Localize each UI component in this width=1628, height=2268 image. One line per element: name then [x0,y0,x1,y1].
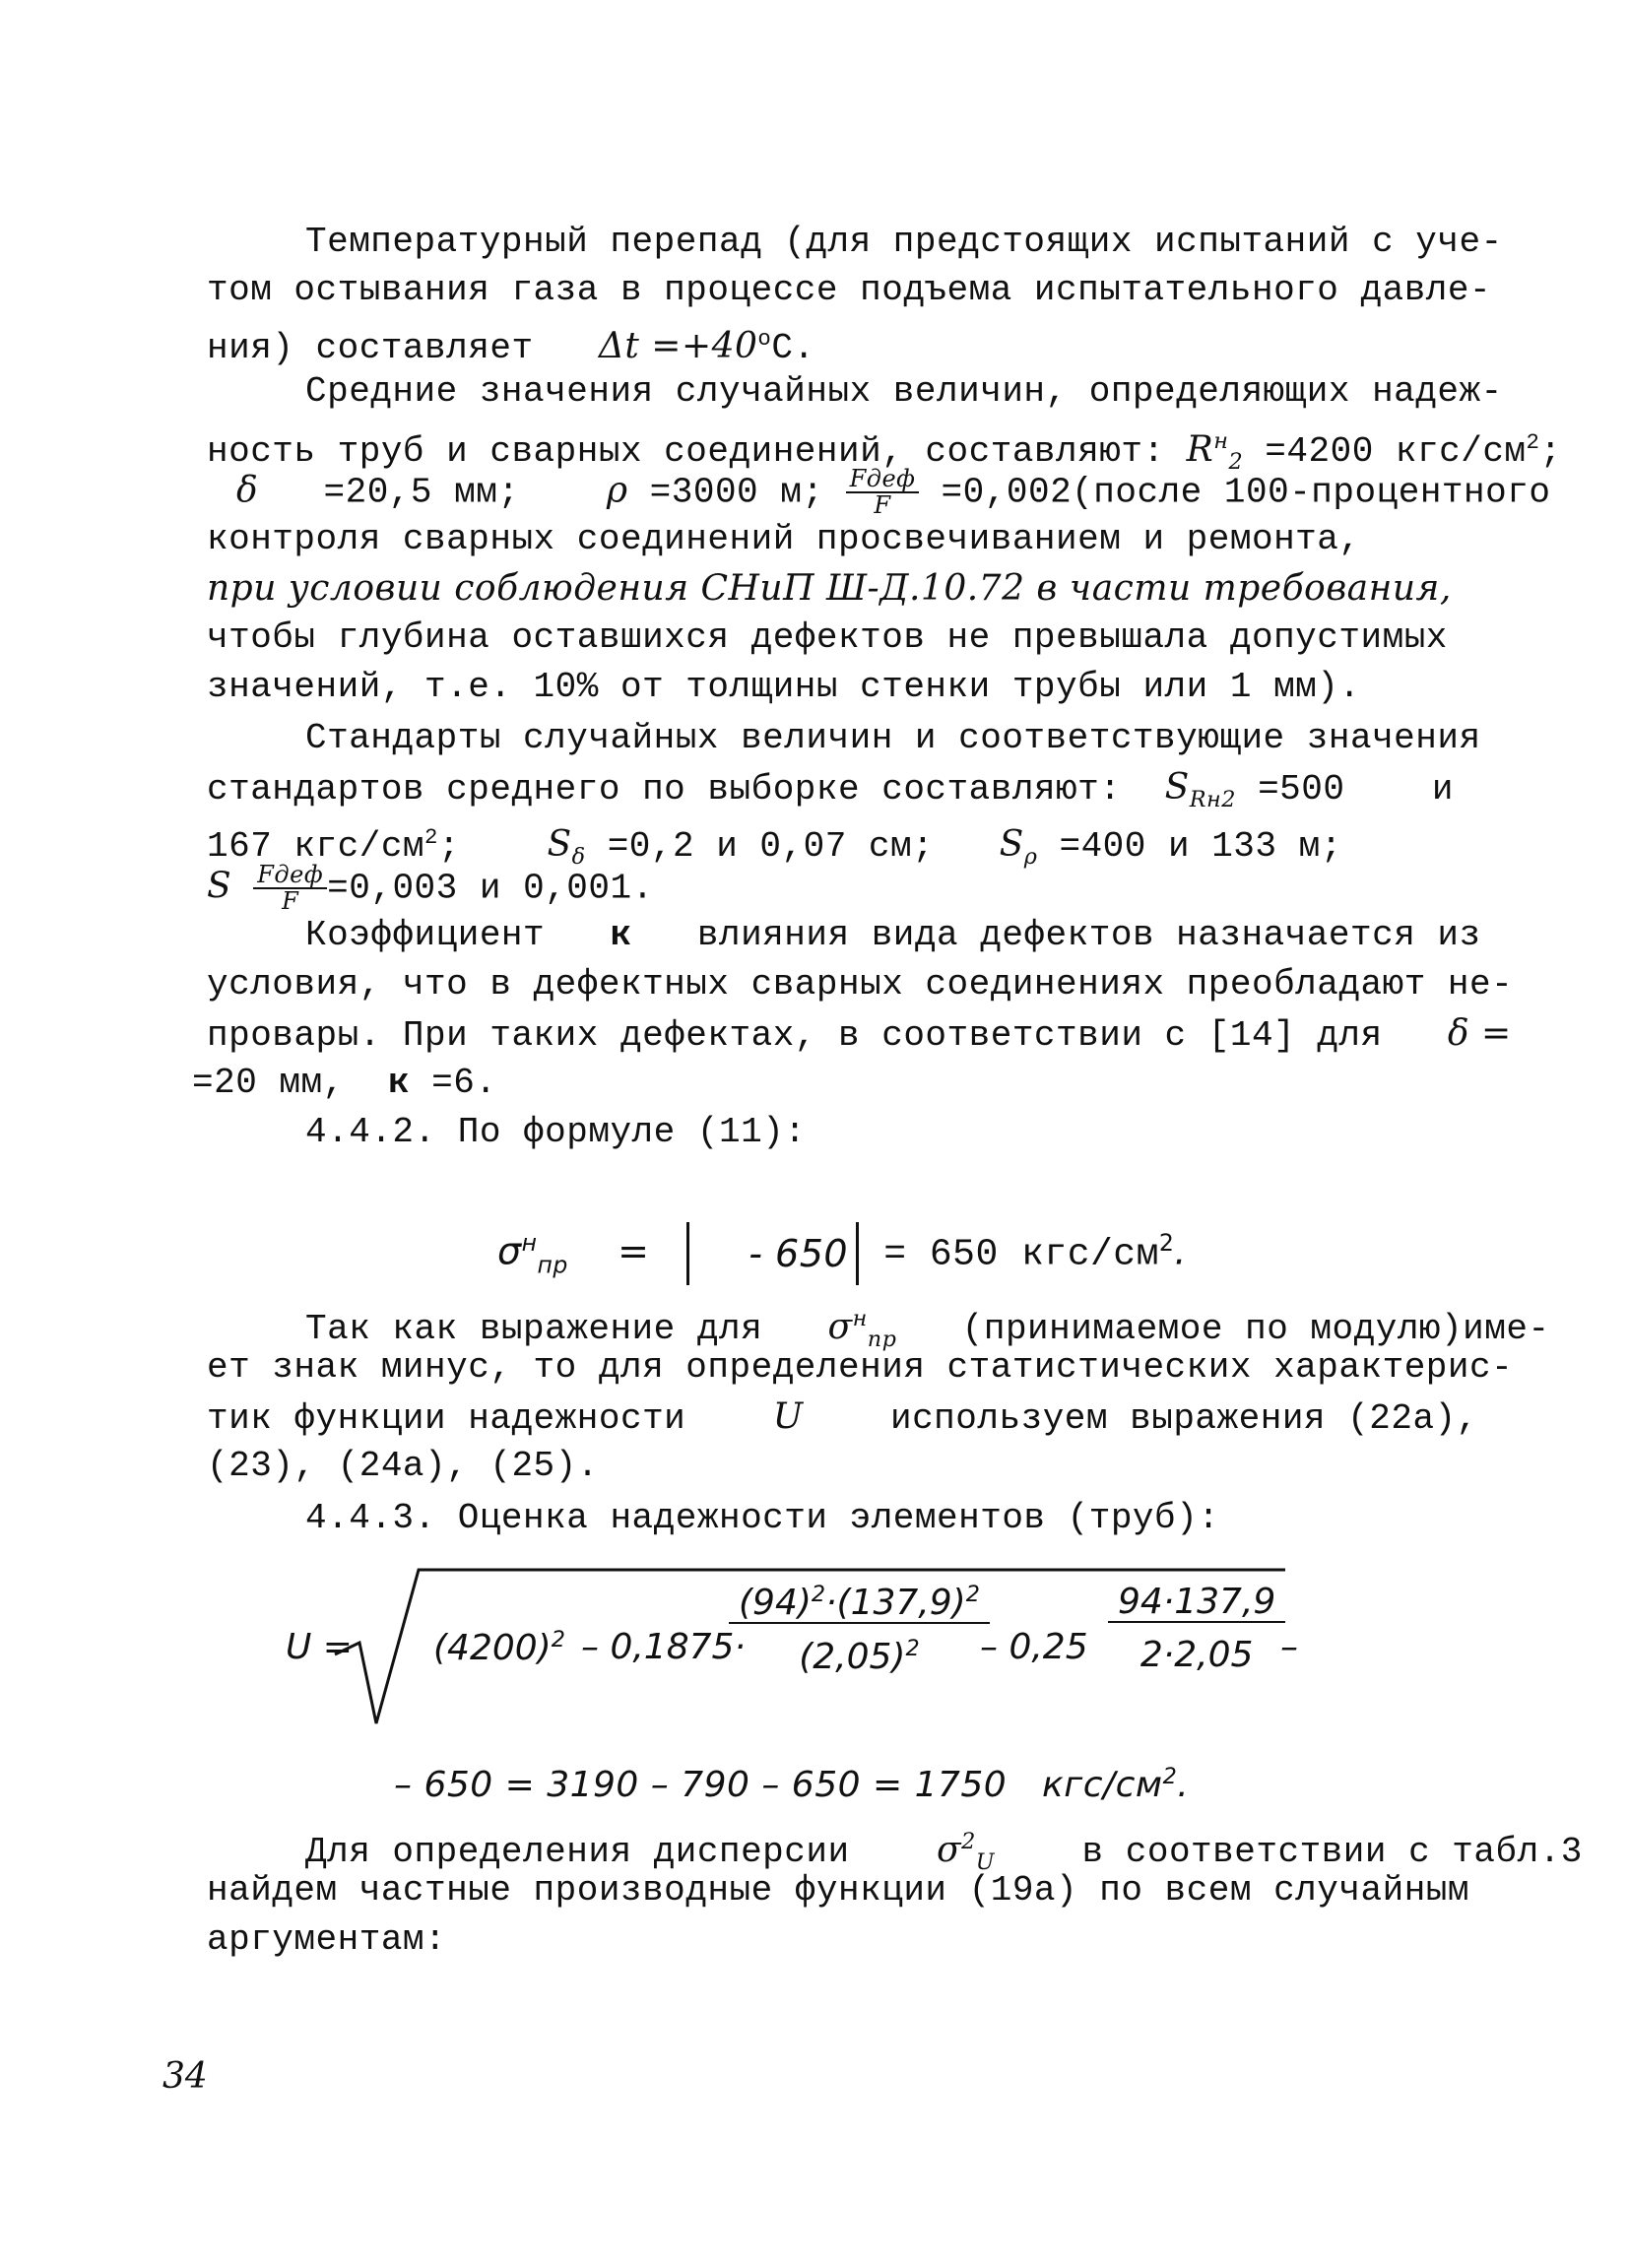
s-rho-value: =400 и 133 м; [1059,826,1342,867]
f2-term-2: – 0,1875· [581,1627,746,1667]
fdef-value: =0,002(после 100-процентного [941,472,1551,513]
p6-text-b: (принимаемое по модулю)име- [961,1309,1550,1349]
formula-sigma-np [497,1213,1187,1294]
f1-rhs-end: . [1174,1229,1187,1273]
p3-line-4 [207,863,654,914]
p1-line-2: том остывания газа в процессе подъема испытательного давле- [207,270,1492,310]
fdef-denominator: F [874,491,891,520]
section-4-4-2-heading: 4.4.2. По формуле (11): [305,1112,807,1152]
p4-text-a: Коэффициент [305,915,546,955]
page-number: 34 [163,2056,208,2097]
p2-text: ность труб и сварных соединений, составляют: [207,431,1165,472]
p4-delta-value: =20 мм, [192,1063,345,1103]
f2-unit: кгс/см [1042,1765,1163,1805]
p3-and: и [1431,769,1455,810]
p2-line-7: значений, т.е. 10% от толщины стенки трубы или 1 мм). [207,667,1361,707]
s-r-sub: Rн2 [1189,787,1236,813]
f2-term-3: – 0,25 [980,1627,1088,1667]
degree-mark: o [757,326,772,352]
delta-t-formula: Δt =+40 [598,326,758,366]
f1-lhs: σ [497,1229,522,1273]
formula-result-line [394,1753,1189,1809]
s-r-end: ; [437,826,461,867]
r2-end: ; [1539,431,1562,472]
f2-fraction-1-den [729,1624,990,1676]
delta-symbol: δ [236,470,259,511]
s-r-symbol: S [1164,767,1190,808]
s-rho-sub: ρ [1023,844,1038,871]
f2-unit-sup: 2 [1162,1764,1178,1789]
f2-den-a-sup: 2 [905,1635,920,1661]
p1-line-1: Температурный перепад (для предстоящих испытаний с уче- [305,222,1503,262]
p6-line-4: (23), (24а), (25). [207,1446,599,1486]
p3-line-1: Стандарты случайных величин и соответствующие значения [305,718,1481,758]
f2-result: – 650 = 3190 – 790 – 650 = 1750 [394,1765,1008,1805]
s-fdef-value: =0,003 и 0,001. [327,868,654,909]
rho-symbol: ρ [606,470,628,511]
s-delta-value: =0,2 и 0,07 см; [607,826,935,867]
k-value: =6. [431,1063,497,1103]
k-symbol-2: к [387,1063,411,1103]
p2-line-3 [236,467,1550,518]
f1-lhs-sup: н [521,1229,538,1257]
r2-symbol: R [1186,429,1214,470]
p6-text-c: тик функции надежности [207,1398,686,1439]
p4-line-1 [305,912,1481,959]
p2-line-1: Средние значения случайных величин, определяющих надеж- [305,371,1503,412]
fdef-fraction [846,467,920,518]
sigma-u-symbol: σ [937,1830,962,1870]
delta-eq: δ = [1447,1013,1512,1054]
k-symbol: к [610,915,632,955]
p6-line-3 [207,1393,1478,1443]
p6-sigma-sup: н [852,1306,868,1331]
p6-text-d: используем выражения (22а), [889,1398,1478,1439]
f2-term-1 [433,1627,565,1668]
s-fdef-fraction [253,863,327,914]
celsius-mark: C. [771,328,815,368]
p8-line-3: аргументам: [207,1919,447,1960]
p2-line-4: контроля сварных соединений просвечиванием и ремонта, [207,519,1361,559]
p3-text: стандартов среднего по выборке составляют: [207,769,1122,810]
p2-line-5: при условии соблюдения СНиП Ш-Д.10.72 в части требования, [207,568,1452,609]
fdef-numerator: Fдеф [846,467,920,493]
f1-rhs: = 650 кгс/см [883,1233,1159,1276]
section-4-4-3-heading: 4.4.3. Оценка надежности элементов (труб): [305,1498,1220,1538]
sigma-u-sub: U [975,1849,996,1876]
s-r-value: =500 [1258,769,1345,810]
p4-text-c: провары. При таких дефектах, в соответствии с [14] для [207,1015,1383,1056]
p6-text-a: Так как выражение для [305,1309,763,1349]
f2-num-a: (94) [739,1583,812,1623]
f2-fraction-2 [1108,1584,1285,1674]
f2-num-b: ·(137,9) [825,1583,966,1623]
sigma-u-sup: 2 [961,1829,976,1854]
r2-sub: 2 [1228,449,1244,476]
p8-text-b: в соответствии с табл.3 [1081,1832,1583,1872]
r2-value: =4200 кгс/см [1265,431,1527,472]
p8-line-2: найдем частные производные функции (19а) по всем случайным [207,1870,1470,1911]
p1-text: ния) составляет [207,328,534,368]
p4-text-b: влияния вида дефектов назначается из [696,915,1481,955]
s-delta-sub: δ [571,844,586,871]
f2-num-a-sup: 2 [811,1582,826,1607]
s-fdef-symbol: S [207,866,232,907]
p4-line-4 [192,1060,496,1107]
s-r-value2: 167 кгс/см [207,826,425,867]
delta-value: =20,5 мм; [323,472,520,513]
f2-den-a: (2,05) [799,1636,906,1677]
r2-sup: н [1213,428,1229,454]
s-r-unit-sup: 2 [424,824,438,850]
f2-fraction-2-num: 94·137,9 [1108,1584,1285,1623]
f2-fraction-1-num [729,1584,990,1624]
f1-lhs-sub: пр [537,1251,568,1279]
s-delta-symbol: S [547,824,572,865]
s-fdef-numerator: Fдеф [253,863,327,889]
f1-abs-value: - 650 [686,1222,859,1285]
f2-fraction-1 [729,1584,990,1676]
p2-line-6: чтобы глубина оставшихся дефектов не превышала допустимых [207,617,1448,658]
s-fdef-denominator: F [282,887,299,916]
u-symbol: U [772,1396,804,1437]
formula-reliability-u [286,1556,1300,1753]
f2-num-b-sup: 2 [965,1582,980,1607]
p6-line-2: ет знак минус, то для определения статистических характерис- [207,1347,1514,1388]
f1-rhs-sup: 2 [1158,1229,1175,1257]
f2-lhs: U = [286,1627,353,1667]
f2-term-1-sup: 2 [551,1627,565,1652]
s-rho-symbol: S [999,824,1024,865]
p6-sigma: σ [827,1307,853,1347]
p1-line-3 [207,315,815,372]
f2-unit-end: . [1177,1765,1190,1805]
f2-term-1-base: (4200) [433,1628,552,1668]
rho-value: =3000 м; [649,472,824,513]
f1-eq: = [618,1229,650,1273]
p4-line-2: условия, что в дефектных сварных соединениях преобладают не- [207,964,1514,1004]
f2-fraction-2-den: 2·2,05 [1140,1634,1254,1675]
f2-term-4: – [1280,1627,1298,1667]
p4-line-3 [207,1010,1512,1060]
r2-unit-sup: 2 [1526,429,1540,455]
p6-sigma-sub: пр [867,1327,897,1353]
p8-text-a: Для определения дисперсии [305,1832,850,1872]
